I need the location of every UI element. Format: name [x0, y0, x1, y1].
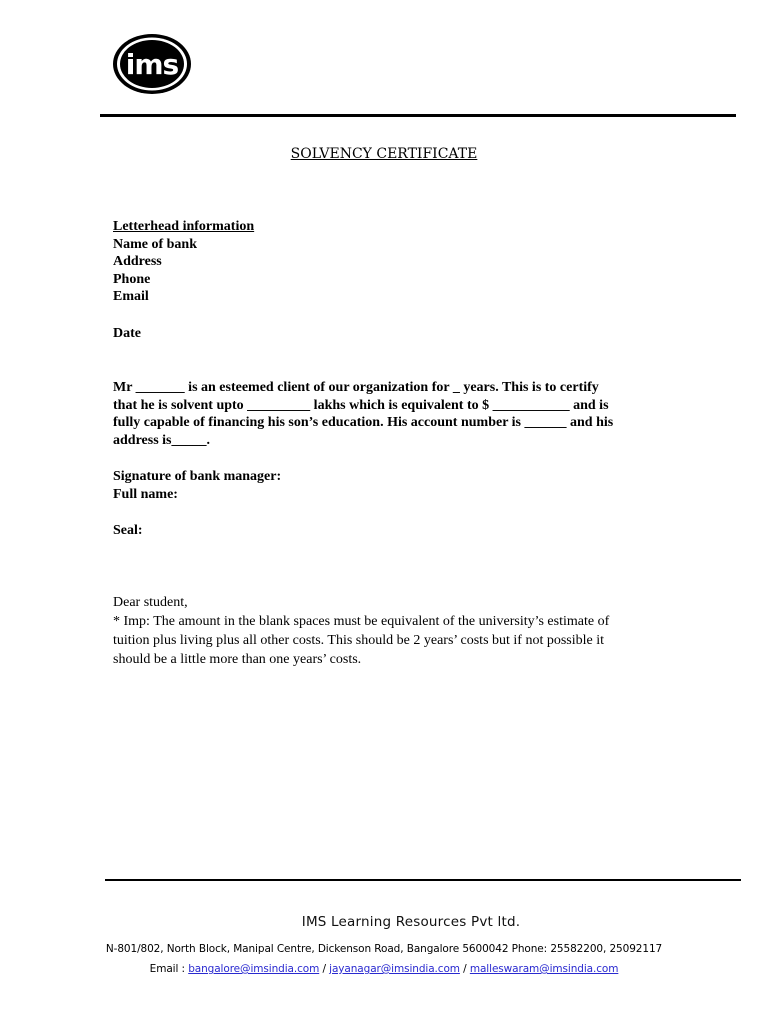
- signature-label: Signature of bank manager:: [113, 469, 282, 484]
- paragraph-line: that he is solvent upto _________ lakhs which is equivalent to $ ___________ and is: [113, 397, 609, 413]
- ims-logo: [112, 33, 192, 95]
- letterhead-line-email: Email: [113, 289, 149, 305]
- note-line: tuition plus living plus all other costs. This should be 2 years’ costs but if not possible it: [113, 633, 605, 648]
- header-divider: [100, 114, 736, 117]
- footer-divider: [105, 879, 741, 881]
- footer-email-line: [0, 963, 768, 975]
- email-separator: /: [459, 963, 470, 975]
- email-label: Email :: [149, 963, 189, 975]
- paragraph-line: fully capable of financing his son’s education. His account number is ______ and his: [113, 415, 614, 431]
- paragraph-line: address is_____.: [113, 432, 210, 448]
- letterhead-line-phone: Phone: [113, 271, 151, 287]
- date-label: Date: [113, 326, 141, 341]
- email-link-jayanagar[interactable]: jayanagar@imsindia.com: [329, 963, 460, 975]
- letterhead-section: [113, 218, 673, 306]
- full-name-label: Full name:: [113, 486, 178, 502]
- seal-label: Seal:: [113, 523, 143, 538]
- footer-address: N-801/802, North Block, Manipal Centre, Dickenson Road, Bangalore 5600042 Phone: 25582200, 25092117: [105, 943, 663, 955]
- note-line: should be a little more than one years’ costs.: [113, 652, 362, 667]
- note-greeting: Dear student,: [113, 595, 188, 610]
- document-title: SOLVENCY CERTIFICATE: [290, 146, 478, 162]
- student-note: [113, 593, 673, 669]
- email-link-malleswaram[interactable]: malleswaram@imsindia.com: [469, 963, 619, 975]
- paragraph-line: Mr _______ is an esteemed client of our organization for _ years. This is to certify: [113, 380, 599, 395]
- email-separator: /: [319, 963, 330, 975]
- footer-company-name: IMS Learning Resources Pvt ltd.: [301, 914, 521, 930]
- letterhead-heading: Letterhead information: [113, 219, 255, 234]
- svg-text:ims: ims: [125, 48, 179, 81]
- email-link-bangalore[interactable]: bangalore@imsindia.com: [188, 963, 320, 975]
- note-line: * Imp: The amount in the blank spaces must be equivalent of the university’s estimate of: [113, 614, 610, 629]
- signature-section: [113, 468, 673, 503]
- letterhead-line-address: Address: [113, 254, 162, 270]
- certificate-paragraph: [113, 379, 673, 449]
- letterhead-line-bank: Name of bank: [113, 236, 198, 252]
